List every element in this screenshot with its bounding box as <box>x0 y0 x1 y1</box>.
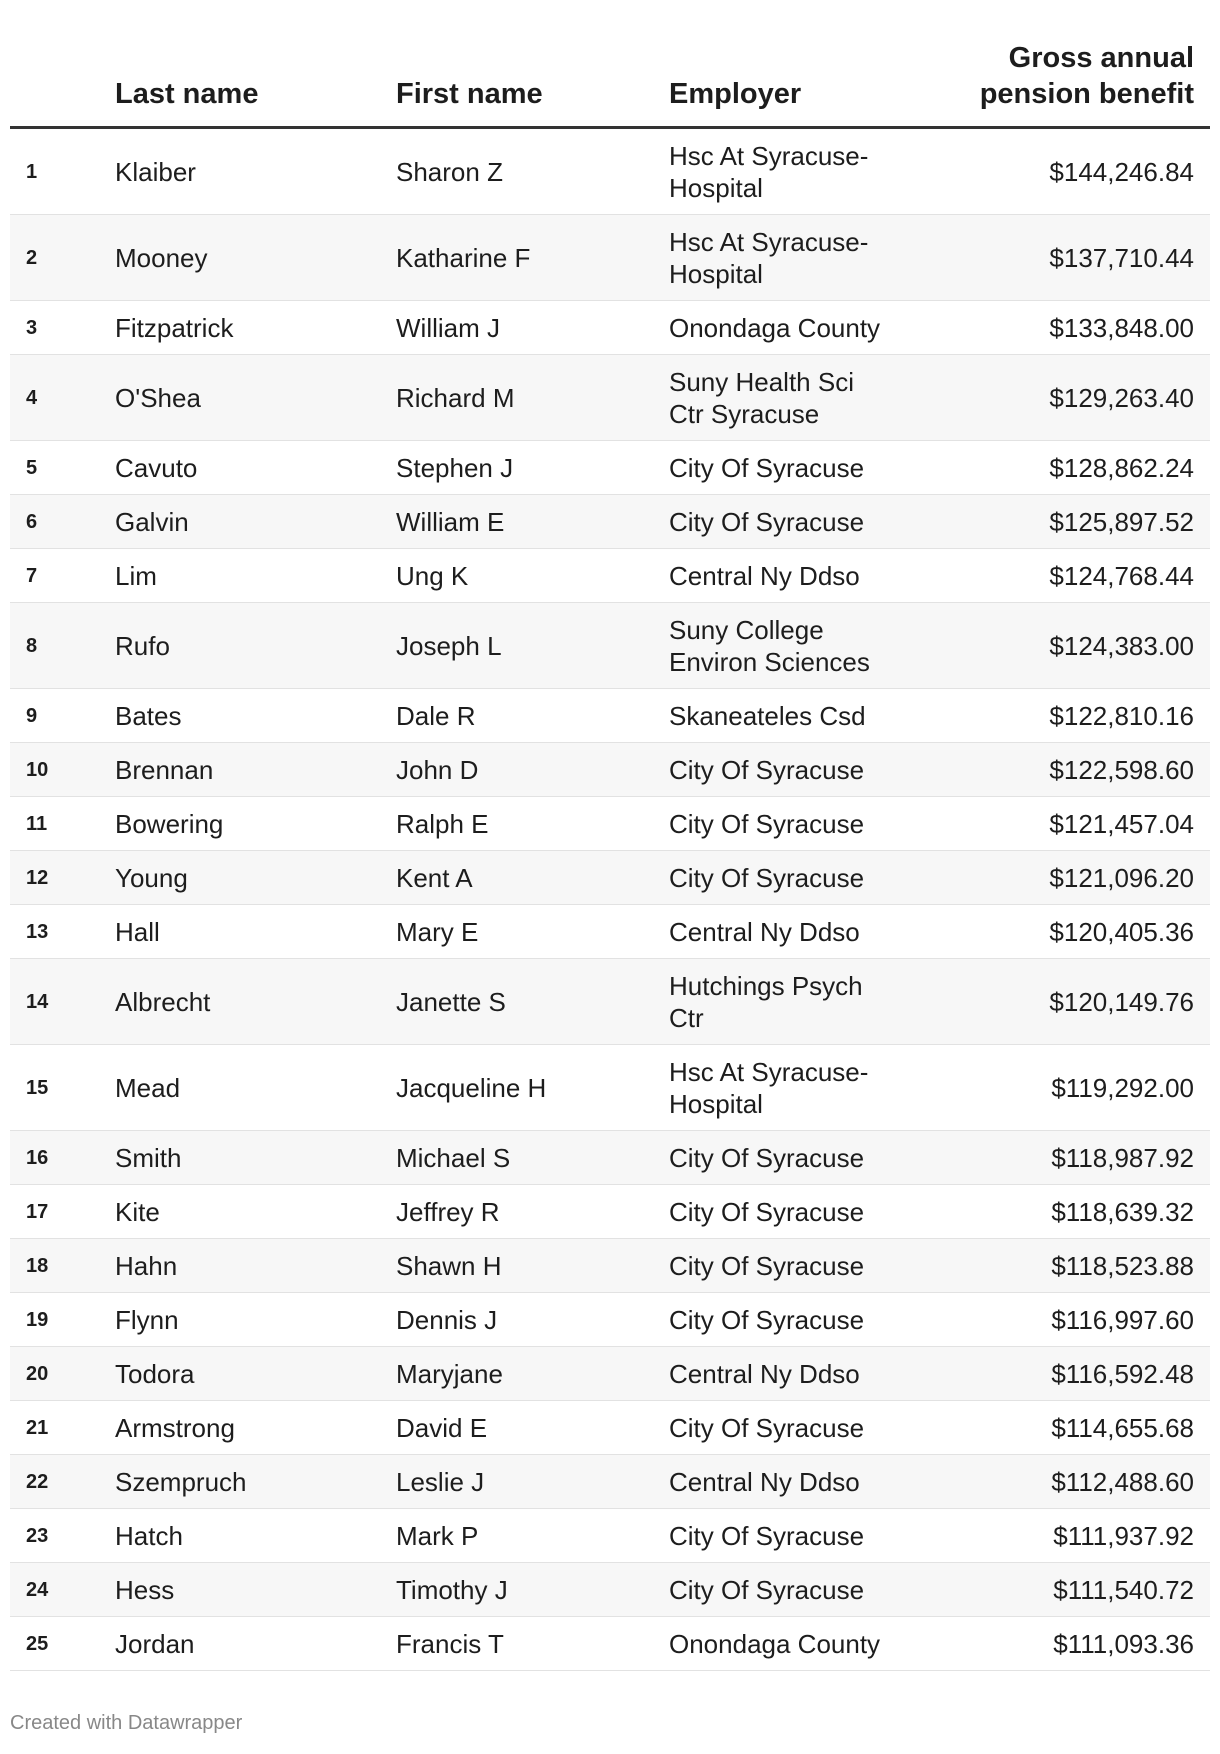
table-row <box>10 215 1210 301</box>
last-name-cell: Armstrong <box>115 1401 396 1455</box>
table-row <box>10 689 1210 743</box>
employer-line: City Of Syracuse <box>669 452 865 483</box>
pension-cell: $111,093.36 <box>969 1617 1210 1671</box>
rank-cell: 7 <box>10 549 115 603</box>
rank-cell: 22 <box>10 1455 115 1509</box>
first-name-cell: Michael S <box>396 1131 669 1185</box>
first-name-cell: John D <box>396 743 669 797</box>
employer-line: Environ Sciences <box>669 646 870 677</box>
employer-line: Hsc At Syracuse- <box>669 1056 869 1087</box>
pension-cell: $120,149.76 <box>969 959 1210 1045</box>
rank-cell: 9 <box>10 689 115 743</box>
header-last-name: Last name <box>115 40 396 128</box>
header-pension-line-1: Gross annual <box>1008 42 1194 74</box>
table-row <box>10 1239 1210 1293</box>
employer-cell <box>669 959 969 1045</box>
pension-cell: $118,639.32 <box>969 1185 1210 1239</box>
pension-cell: $125,897.52 <box>969 495 1210 549</box>
last-name-cell: Hahn <box>115 1239 396 1293</box>
rank-cell: 25 <box>10 1617 115 1671</box>
last-name-cell: Hatch <box>115 1509 396 1563</box>
last-name-cell: Szempruch <box>115 1455 396 1509</box>
employer-line: City Of Syracuse <box>669 1520 865 1551</box>
employer-line: City Of Syracuse <box>669 1304 865 1335</box>
rank-cell: 5 <box>10 441 115 495</box>
table-row <box>10 1293 1210 1347</box>
employer-cell <box>669 1185 969 1239</box>
table-row <box>10 355 1210 441</box>
first-name-cell: Maryjane <box>396 1347 669 1401</box>
first-name-cell: Ung K <box>396 549 669 603</box>
employer-line: City Of Syracuse <box>669 1574 865 1605</box>
first-name-cell: Francis T <box>396 1617 669 1671</box>
last-name-cell: Flynn <box>115 1293 396 1347</box>
rank-cell: 6 <box>10 495 115 549</box>
first-name-cell: William J <box>396 301 669 355</box>
last-name-cell: Albrecht <box>115 959 396 1045</box>
last-name-cell: Mooney <box>115 215 396 301</box>
last-name-cell: Cavuto <box>115 441 396 495</box>
rank-cell: 3 <box>10 301 115 355</box>
employer-cell <box>669 851 969 905</box>
pension-cell: $122,810.16 <box>969 689 1210 743</box>
table-row <box>10 1509 1210 1563</box>
employer-cell <box>669 215 969 301</box>
employer-line: Hospital <box>669 172 763 203</box>
rank-cell: 13 <box>10 905 115 959</box>
first-name-cell: David E <box>396 1401 669 1455</box>
first-name-cell: Leslie J <box>396 1455 669 1509</box>
rank-cell: 4 <box>10 355 115 441</box>
employer-line: Suny Health Sci <box>669 366 854 397</box>
pension-cell: $133,848.00 <box>969 301 1210 355</box>
first-name-cell: Dennis J <box>396 1293 669 1347</box>
table-row <box>10 1563 1210 1617</box>
last-name-cell: Young <box>115 851 396 905</box>
employer-cell <box>669 128 969 215</box>
first-name-cell: William E <box>396 495 669 549</box>
rank-cell: 14 <box>10 959 115 1045</box>
employer-cell <box>669 301 969 355</box>
employer-line: Ctr <box>669 1002 704 1033</box>
last-name-cell: Smith <box>115 1131 396 1185</box>
last-name-cell: Brennan <box>115 743 396 797</box>
table-header <box>10 40 1210 128</box>
first-name-cell: Shawn H <box>396 1239 669 1293</box>
rank-cell: 21 <box>10 1401 115 1455</box>
table-row <box>10 441 1210 495</box>
header-rank <box>10 40 115 128</box>
pension-cell: $114,655.68 <box>969 1401 1210 1455</box>
employer-cell <box>669 905 969 959</box>
employer-cell <box>669 1293 969 1347</box>
last-name-cell: Hall <box>115 905 396 959</box>
employer-cell <box>669 1509 969 1563</box>
table-row <box>10 743 1210 797</box>
employer-line: Central Ny Ddso <box>669 560 860 591</box>
employer-cell <box>669 1239 969 1293</box>
header-pension-line-2: pension benefit <box>979 78 1194 110</box>
pension-cell: $122,598.60 <box>969 743 1210 797</box>
last-name-cell: Todora <box>115 1347 396 1401</box>
employer-line: City Of Syracuse <box>669 862 865 893</box>
last-name-cell: Jordan <box>115 1617 396 1671</box>
first-name-cell: Katharine F <box>396 215 669 301</box>
table-row <box>10 1131 1210 1185</box>
employer-cell <box>669 495 969 549</box>
employer-cell <box>669 1401 969 1455</box>
first-name-cell: Joseph L <box>396 603 669 689</box>
table-body <box>10 128 1210 1671</box>
first-name-cell: Dale R <box>396 689 669 743</box>
employer-line: City Of Syracuse <box>669 1196 865 1227</box>
pension-cell: $111,540.72 <box>969 1563 1210 1617</box>
employer-line: Suny College <box>669 614 824 645</box>
table-row <box>10 797 1210 851</box>
last-name-cell: Bowering <box>115 797 396 851</box>
employer-line: Central Ny Ddso <box>669 1358 860 1389</box>
employer-cell <box>669 797 969 851</box>
employer-line: Hutchings Psych <box>669 970 863 1001</box>
last-name-cell: Fitzpatrick <box>115 301 396 355</box>
employer-line: City Of Syracuse <box>669 1412 865 1443</box>
rank-cell: 1 <box>10 128 115 215</box>
employer-line: Ctr Syracuse <box>669 398 820 429</box>
first-name-cell: Richard M <box>396 355 669 441</box>
pension-cell: $118,987.92 <box>969 1131 1210 1185</box>
pension-cell: $120,405.36 <box>969 905 1210 959</box>
pension-cell: $144,246.84 <box>969 128 1210 215</box>
employer-line: Hsc At Syracuse- <box>669 140 869 171</box>
employer-cell <box>669 549 969 603</box>
header-employer: Employer <box>669 40 969 128</box>
pension-cell: $124,768.44 <box>969 549 1210 603</box>
table-row <box>10 1455 1210 1509</box>
first-name-cell: Timothy J <box>396 1563 669 1617</box>
first-name-cell: Mary E <box>396 905 669 959</box>
rank-cell: 12 <box>10 851 115 905</box>
table-row <box>10 1617 1210 1671</box>
last-name-cell: Mead <box>115 1045 396 1131</box>
rank-cell: 8 <box>10 603 115 689</box>
pension-cell: $121,096.20 <box>969 851 1210 905</box>
table-row <box>10 905 1210 959</box>
first-name-cell: Sharon Z <box>396 128 669 215</box>
rank-cell: 20 <box>10 1347 115 1401</box>
rank-cell: 16 <box>10 1131 115 1185</box>
employer-line: Central Ny Ddso <box>669 916 860 947</box>
rank-cell: 10 <box>10 743 115 797</box>
employer-line: Onondaga County <box>669 312 881 343</box>
employer-line: City Of Syracuse <box>669 808 865 839</box>
employer-line: Skaneateles Csd <box>669 700 866 731</box>
header-first-name: First name <box>396 40 669 128</box>
employer-cell <box>669 603 969 689</box>
pension-cell: $118,523.88 <box>969 1239 1210 1293</box>
table-row <box>10 301 1210 355</box>
first-name-cell: Jeffrey R <box>396 1185 669 1239</box>
rank-cell: 11 <box>10 797 115 851</box>
employer-cell <box>669 689 969 743</box>
pension-cell: $111,937.92 <box>969 1509 1210 1563</box>
pension-cell: $119,292.00 <box>969 1045 1210 1131</box>
last-name-cell: Hess <box>115 1563 396 1617</box>
last-name-cell: Kite <box>115 1185 396 1239</box>
rank-cell: 17 <box>10 1185 115 1239</box>
last-name-cell: Bates <box>115 689 396 743</box>
rank-cell: 15 <box>10 1045 115 1131</box>
table-row <box>10 128 1210 215</box>
employer-cell <box>669 1455 969 1509</box>
last-name-cell: O'Shea <box>115 355 396 441</box>
employer-cell <box>669 1563 969 1617</box>
employer-cell <box>669 1347 969 1401</box>
employer-line: Hsc At Syracuse- <box>669 226 869 257</box>
first-name-cell: Stephen J <box>396 441 669 495</box>
employer-cell <box>669 441 969 495</box>
employer-line: City Of Syracuse <box>669 506 865 537</box>
employer-cell <box>669 1617 969 1671</box>
pension-cell: $128,862.24 <box>969 441 1210 495</box>
rank-cell: 19 <box>10 1293 115 1347</box>
first-name-cell: Janette S <box>396 959 669 1045</box>
employer-line: Central Ny Ddso <box>669 1466 860 1497</box>
pension-cell: $124,383.00 <box>969 603 1210 689</box>
last-name-cell: Rufo <box>115 603 396 689</box>
rank-cell: 18 <box>10 1239 115 1293</box>
table-row <box>10 1401 1210 1455</box>
employer-cell <box>669 743 969 797</box>
table-row <box>10 851 1210 905</box>
datawrapper-credit: Created with Datawrapper <box>10 1712 243 1734</box>
pension-cell: $116,997.60 <box>969 1293 1210 1347</box>
table-row <box>10 959 1210 1045</box>
employer-cell <box>669 1131 969 1185</box>
pension-cell: $129,263.40 <box>969 355 1210 441</box>
first-name-cell: Ralph E <box>396 797 669 851</box>
table-row <box>10 603 1210 689</box>
header-row <box>10 40 1210 128</box>
pension-cell: $121,457.04 <box>969 797 1210 851</box>
employer-line: Onondaga County <box>669 1628 881 1659</box>
last-name-cell: Lim <box>115 549 396 603</box>
last-name-cell: Klaiber <box>115 128 396 215</box>
table-row <box>10 549 1210 603</box>
employer-line: Hospital <box>669 258 763 289</box>
header-pension <box>969 40 1210 128</box>
employer-line: City Of Syracuse <box>669 754 865 785</box>
pension-cell: $112,488.60 <box>969 1455 1210 1509</box>
rank-cell: 24 <box>10 1563 115 1617</box>
table-row <box>10 495 1210 549</box>
employer-line: City Of Syracuse <box>669 1250 865 1281</box>
first-name-cell: Jacqueline H <box>396 1045 669 1131</box>
employer-line: City Of Syracuse <box>669 1142 865 1173</box>
rank-cell: 2 <box>10 215 115 301</box>
employer-cell <box>669 1045 969 1131</box>
employer-line: Hospital <box>669 1088 763 1119</box>
pension-table <box>10 40 1210 1671</box>
table-row <box>10 1347 1210 1401</box>
table-row <box>10 1045 1210 1131</box>
first-name-cell: Kent A <box>396 851 669 905</box>
last-name-cell: Galvin <box>115 495 396 549</box>
pension-cell: $137,710.44 <box>969 215 1210 301</box>
rank-cell: 23 <box>10 1509 115 1563</box>
pension-cell: $116,592.48 <box>969 1347 1210 1401</box>
employer-cell <box>669 355 969 441</box>
table-row <box>10 1185 1210 1239</box>
first-name-cell: Mark P <box>396 1509 669 1563</box>
